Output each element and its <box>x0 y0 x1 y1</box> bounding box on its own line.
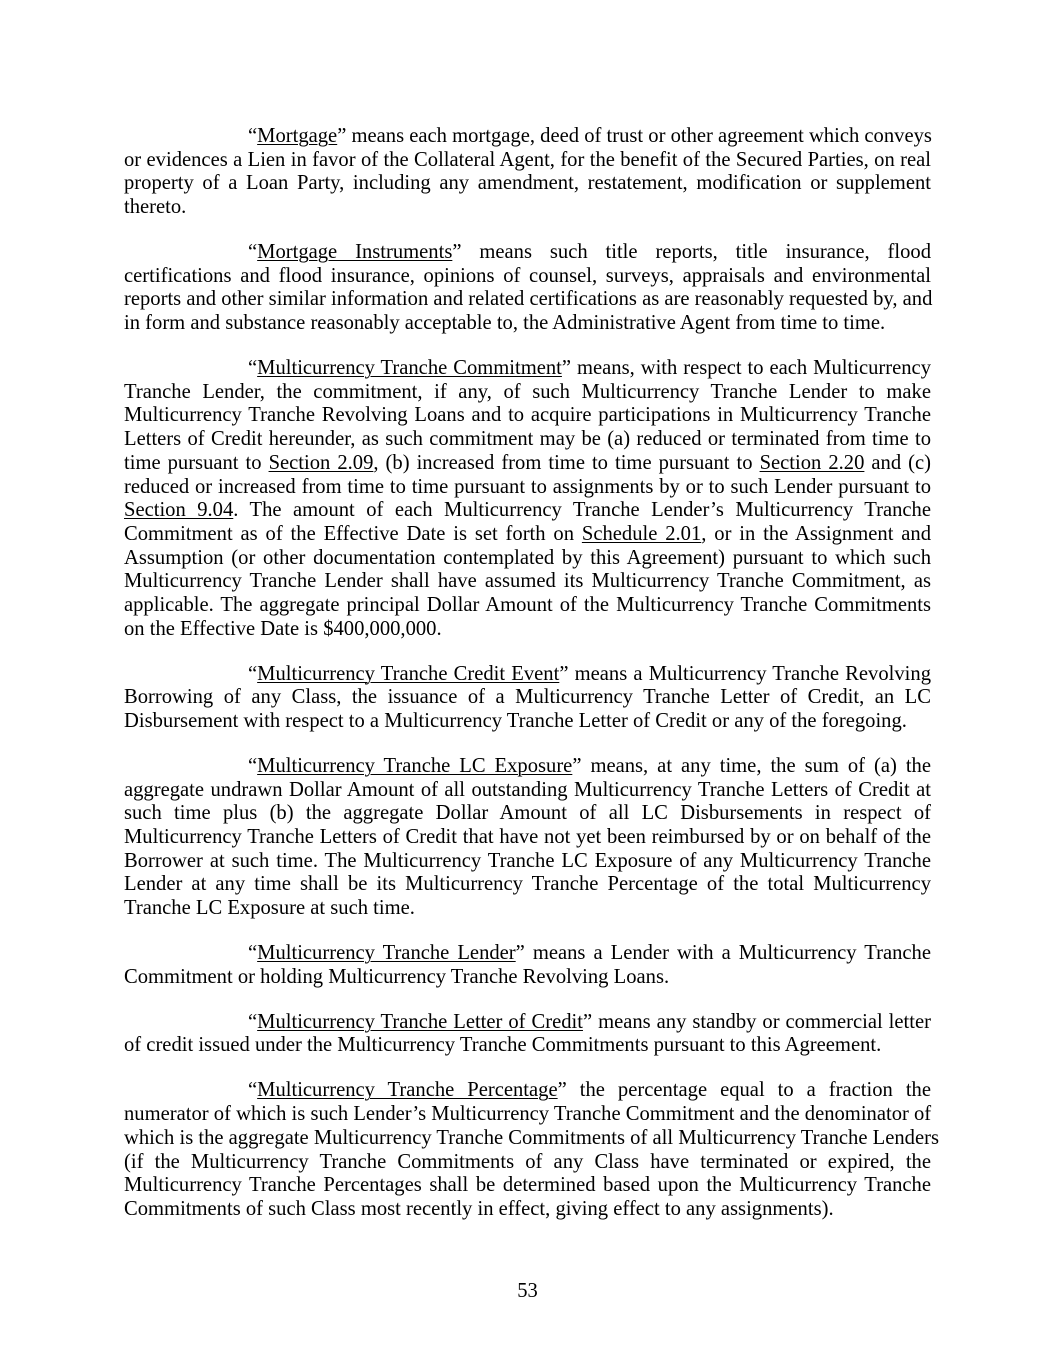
defined-term: Multicurrency Tranche Letter of Credit <box>257 1010 583 1033</box>
defined-term: Multicurrency Tranche Percentage <box>257 1079 558 1102</box>
text-segment: thereto. <box>124 196 187 219</box>
text-segment: Assumption (or other documentation contemplated by this Agreement) pursuant to which such <box>124 546 931 569</box>
open-quote: “ <box>248 662 258 685</box>
text-line <box>124 499 931 523</box>
text-segment: and (c) <box>864 451 931 474</box>
text-segment: which is the aggregate Multicurrency Tranche Commitments of all Multicurrency Tranche Lenders <box>124 1126 939 1149</box>
text-line <box>124 428 931 452</box>
text-line <box>124 779 931 803</box>
text-line <box>124 710 931 734</box>
text-segment: of credit issued under the Multicurrency Tranche Commitments pursuant to this Agreement. <box>124 1034 882 1057</box>
text-segment: ” means, with respect to each Multicurrency <box>561 357 931 380</box>
text-line <box>124 802 931 826</box>
cross-reference: Section 9.04 <box>124 499 234 522</box>
open-quote: “ <box>248 241 258 264</box>
text-segment: ” means any standby or commercial letter <box>582 1010 931 1033</box>
text-segment: Multicurrency Tranche Percentages shall be determined based upon the Multicurrency Tranche <box>124 1174 931 1197</box>
text-segment: Commitment as of the Effective Date is set forth on <box>124 522 582 545</box>
open-quote: “ <box>248 357 258 380</box>
text-line <box>124 312 931 336</box>
text-segment: Borrowing of any Class, the issuance of a Multicurrency Tranche Letter of Credit, an LC <box>124 686 931 709</box>
text-line <box>124 149 931 173</box>
text-line <box>124 547 931 571</box>
text-segment: Tranche LC Exposure at such time. <box>124 897 415 920</box>
text-segment: , (b) increased from time to time pursuant to <box>373 451 760 474</box>
text-segment: ” means such title reports, title insurance, flood <box>452 241 932 264</box>
text-line <box>124 826 931 850</box>
open-quote: “ <box>248 1010 258 1033</box>
definition-paragraph <box>124 1011 931 1058</box>
text-line <box>124 265 931 289</box>
defined-term: Mortgage <box>257 125 338 147</box>
cross-reference: Section 2.20 <box>759 451 865 474</box>
text-segment: reduced or increased from time to time pursuant to assignments by or to such Lender pursuant to <box>124 475 931 498</box>
text-segment: ” means a Multicurrency Tranche Revolving <box>559 662 931 685</box>
text-segment: time pursuant to <box>124 451 269 474</box>
text-segment: Commitments of such Class most recently in effect, giving effect to any assignments). <box>124 1197 834 1220</box>
text-segment: ” means each mortgage, deed of trust or other agreement which conveys <box>337 125 932 147</box>
text-segment: property of a Loan Party, including any amendment, restatement, modification or supplement <box>124 172 931 195</box>
text-segment: Borrower at such time. The Multicurrency Tranche LC Exposure of any Multicurrency Tranche <box>124 849 931 872</box>
defined-term: Mortgage Instruments <box>257 241 453 264</box>
cross-reference: Section 2.09 <box>268 451 374 474</box>
text-segment: ” means a Lender with a Multicurrency Tranche <box>515 942 931 965</box>
text-line <box>124 288 931 312</box>
definition-paragraph <box>124 125 931 220</box>
definition-paragraph <box>124 357 931 641</box>
text-segment: , or in the Assignment and <box>701 522 931 545</box>
page-number: 53 <box>517 1280 538 1302</box>
text-line <box>124 966 931 990</box>
text-line <box>124 404 931 428</box>
text-line <box>124 594 931 618</box>
defined-term: Multicurrency Tranche Credit Event <box>257 662 560 685</box>
text-line <box>124 381 931 405</box>
text-line <box>124 570 931 594</box>
definition-paragraph <box>124 241 931 336</box>
text-line <box>124 618 931 642</box>
open-quote: “ <box>248 1079 258 1102</box>
cross-reference: Schedule 2.01 <box>581 522 702 545</box>
defined-term: Multicurrency Tranche LC Exposure <box>257 755 573 777</box>
open-quote: “ <box>248 125 258 147</box>
text-line <box>124 452 931 476</box>
document-body <box>124 125 939 1243</box>
text-segment: Multicurrency Tranche Revolving Loans and to acquire participations in Multicurrency Tranche <box>124 404 931 427</box>
text-line <box>124 850 931 874</box>
open-quote: “ <box>248 755 258 777</box>
text-segment: or evidences a Lien in favor of the Collateral Agent, for the benefit of the Secured Parties, on real <box>124 148 931 171</box>
text-segment: numerator of which is such Lender’s Multicurrency Tranche Commitment and the denominator of <box>124 1103 932 1126</box>
text-segment: ” means, at any time, the sum of (a) the <box>572 755 931 777</box>
text-segment: aggregate undrawn Dollar Amount of all outstanding Multicurrency Tranche Letters of Credit at <box>124 778 931 801</box>
text-segment: on the Effective Date is $400,000,000. <box>124 617 442 640</box>
text-segment: such time plus (b) the aggregate Dollar Amount of all LC Disbursements in respect of <box>124 802 931 825</box>
text-line <box>124 241 931 265</box>
text-line <box>124 897 931 921</box>
text-line <box>124 1103 931 1127</box>
text-segment: certifications and flood insurance, opinions of counsel, surveys, appraisals and environmental <box>124 264 931 287</box>
text-segment: ” the percentage equal to a fraction the <box>557 1079 931 1102</box>
text-line <box>124 523 931 547</box>
text-segment: Tranche Lender, the commitment, if any, of such Multicurrency Tranche Lender to make <box>124 380 931 403</box>
text-line <box>124 663 931 687</box>
defined-term: Multicurrency Tranche Commitment <box>257 357 562 380</box>
defined-term: Multicurrency Tranche Lender <box>257 942 516 965</box>
text-line <box>124 873 931 897</box>
text-line <box>124 476 931 500</box>
text-line <box>124 1011 931 1035</box>
text-segment: Letters of Credit hereunder, as such commitment may be (a) reduced or terminated from time to <box>124 428 931 451</box>
text-segment: (if the Multicurrency Tranche Commitments of any Class have terminated or expired, the <box>124 1150 931 1173</box>
text-segment: Lender at any time shall be its Multicurrency Tranche Percentage of the total Multicurrency <box>124 873 931 896</box>
text-segment: . The amount of each Multicurrency Tranche Lender’s Multicurrency Tranche <box>233 499 931 522</box>
text-segment: reports and other similar information and related certifications as are reasonably requested by, and <box>124 288 933 311</box>
text-line <box>124 1126 939 1151</box>
open-quote: “ <box>248 942 258 965</box>
text-segment: applicable. The aggregate principal Dollar Amount of the Multicurrency Tranche Commitments <box>124 593 931 616</box>
text-line <box>124 686 931 710</box>
text-line <box>124 196 931 220</box>
text-line <box>124 755 931 779</box>
text-line <box>124 1198 931 1222</box>
text-line <box>124 1151 931 1175</box>
definition-paragraph <box>124 1079 939 1221</box>
text-line <box>124 357 931 381</box>
text-line <box>124 172 931 196</box>
definition-paragraph <box>124 942 931 989</box>
definition-paragraph <box>124 755 931 921</box>
text-segment: Multicurrency Tranche Letters of Credit that have not yet been reimbursed by or on behalf of the <box>124 826 931 849</box>
text-line <box>124 1079 931 1103</box>
definition-paragraph <box>124 663 931 734</box>
text-segment: Commitment or holding Multicurrency Tranche Revolving Loans. <box>124 965 670 988</box>
text-line <box>124 1174 931 1198</box>
text-line <box>124 125 931 149</box>
text-line <box>124 942 931 966</box>
text-segment: in form and substance reasonably acceptable to, the Administrative Agent from time to time. <box>124 312 886 335</box>
text-line <box>124 1034 931 1058</box>
text-segment: Multicurrency Tranche Lender shall have assumed its Multicurrency Tranche Commitment, as <box>124 570 931 593</box>
text-segment: Disbursement with respect to a Multicurrency Tranche Letter of Credit or any of the foregoing. <box>124 710 907 733</box>
